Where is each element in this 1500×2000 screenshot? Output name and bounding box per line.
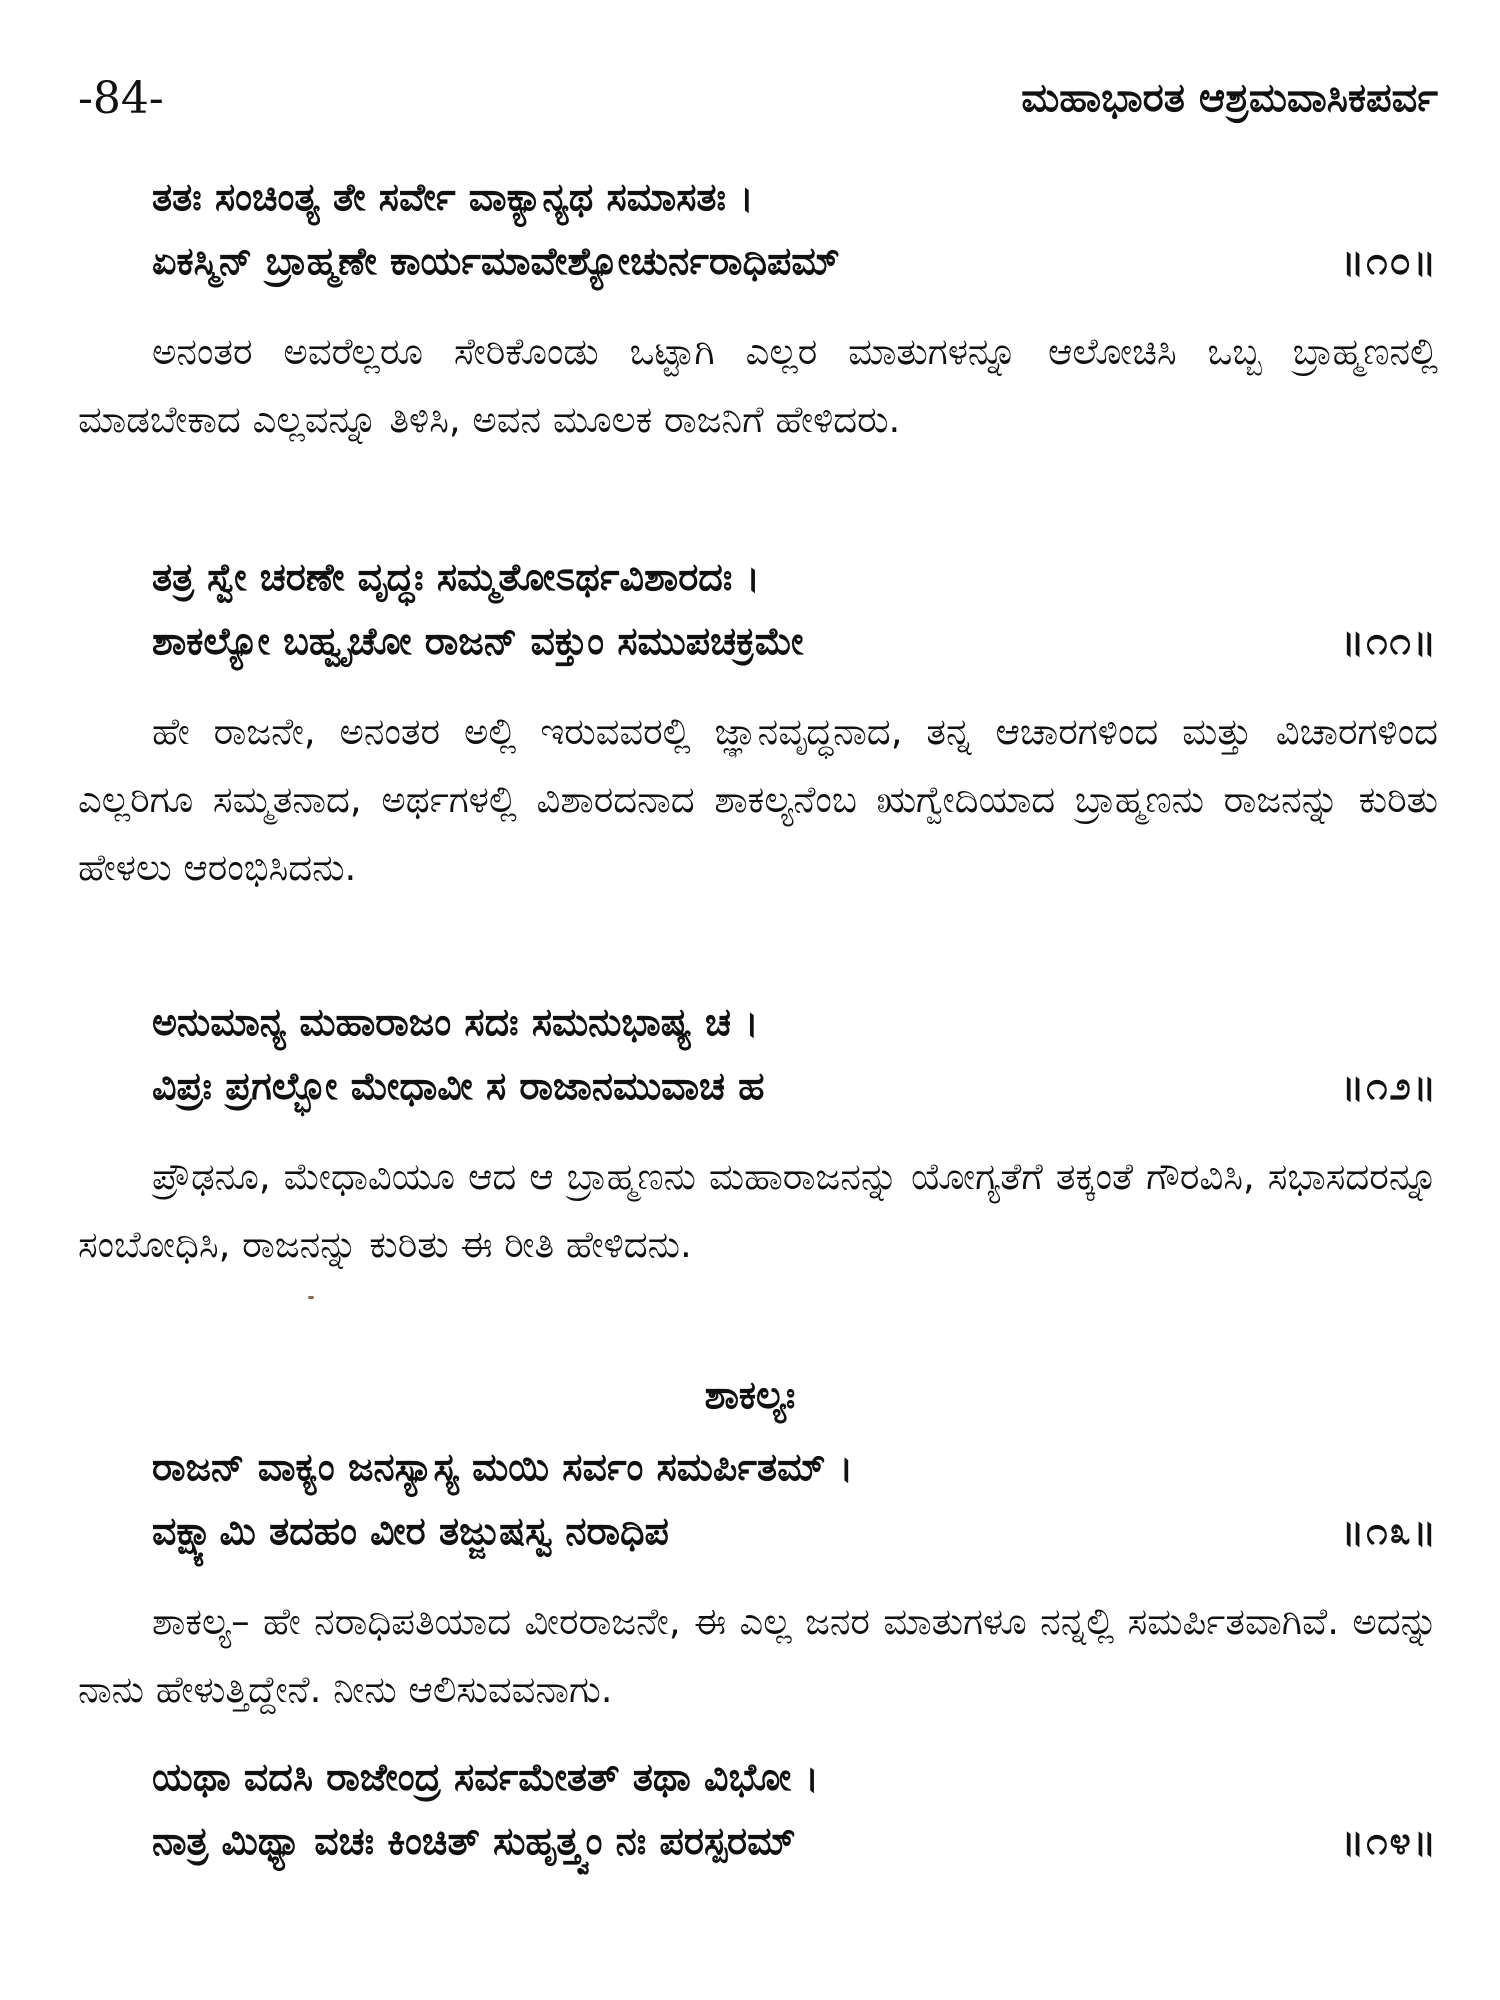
verse-line bbox=[152, 1499, 1438, 1563]
verse-text: ಏಕಸ್ಮಿನ್ ಬ್ರಾಹ್ಮಣೇ ಕಾರ್ಯಮಾವೇಶ್ಯೋಚುರ್ನರಾಧಿಪಮ್ bbox=[152, 239, 840, 283]
page-number: -84- bbox=[78, 72, 164, 124]
verse-number: ॥೧೩॥ bbox=[1341, 1509, 1438, 1553]
verse-line bbox=[152, 990, 1438, 1054]
verse-text: ವಕ್ಷ್ಯಾಮಿ ತದಹಂ ವೀರ ತಜ್ಜುಷಸ್ವ ನರಾಧಿಪ bbox=[152, 1509, 669, 1553]
ink-speck bbox=[308, 1296, 314, 1299]
verse-number: ॥೧೨॥ bbox=[1341, 1064, 1438, 1108]
translation-paragraph: ಪ್ರೌಢನೂ, ಮೇಧಾವಿಯೂ ಆದ ಆ ಬ್ರಾಹ್ಮಣನು ಮಹಾರಾಜನನ್ನು ಯೋಗ್ಯತೆಗೆ ತಕ್ಕಂತೆ ಗೌರವಿಸಿ, ಸಭಾಸದರನ್ನೂ ಸಂಬೋಧಿಸಿ, ರಾಜನನ್ನು ಕುರಿತು ಈ ರೀತಿ ಹೇಳಿದನು. bbox=[78, 1155, 1438, 1266]
verse-line bbox=[152, 609, 1438, 673]
verse-line bbox=[152, 1435, 1438, 1499]
speaker-heading: ಶಾಕಲ್ಯಃ bbox=[704, 1373, 796, 1417]
verse-text: ನಾತ್ರ ಮಿಥ್ಯಾ ವಚಃ ಕಿಂಚಿತ್ ಸುಹೃತ್ತ್ವಂ ನಃ ಪರಸ್ಪರಮ್ bbox=[152, 1819, 796, 1863]
verse-text: ರಾಜನ್ ವಾಕ್ಯಂ ಜನಸ್ಯಾಸ್ಯ ಮಯಿ ಸರ್ವಂ ಸಮರ್ಪಿತಮ್ । bbox=[152, 1445, 854, 1489]
verse-text: ವಿಪ್ರಃ ಪ್ರಗಲ್ಭೋ ಮೇಧಾವೀ ಸ ರಾಜಾನಮುವಾಚ ಹ bbox=[152, 1064, 765, 1108]
translation-paragraph: ಅನಂತರ ಅವರೆಲ್ಲರೂ ಸೇರಿಕೊಂಡು ಒಟ್ಟಾಗಿ ಎಲ್ಲರ ಮಾತುಗಳನ್ನೂ ಆಲೋಚಿಸಿ ಒಬ್ಬ ಬ್ರಾಹ್ಮಣನಲ್ಲಿ ಮಾಡಬೇಕಾದ ಎಲ್ಲವನ್ನೂ ತಿಳಿಸಿ, ಅವನ ಮೂಲಕ ರಾಜನಿಗೆ ಹೇಳಿದರು. bbox=[78, 330, 1438, 441]
verse-number: ॥೧೦॥ bbox=[1341, 239, 1438, 283]
verse-14 bbox=[152, 1745, 1438, 1873]
running-title: ಮಹಾಭಾರತ ಆಶ್ರಮವಾಸಿಕಪರ್ವ bbox=[1021, 75, 1438, 121]
verse-12 bbox=[152, 990, 1438, 1118]
translation-paragraph: ಶಾಕಲ್ಯ– ಹೇ ನರಾಧಿಪತಿಯಾದ ವೀರರಾಜನೇ, ಈ ಎಲ್ಲ ಜನರ ಮಾತುಗಳೂ ನನ್ನಲ್ಲಿ ಸಮರ್ಪಿತವಾಗಿವೆ. ಅದನ್ನು ನಾನು ಹೇಳುತ್ತಿದ್ದೇನೆ. ನೀನು ಆಲಿಸುವವನಾಗು. bbox=[78, 1600, 1438, 1711]
verse-text: ಅನುಮಾನ್ಯ ಮಹಾರಾಜಂ ಸದಃ ಸಮನುಭಾಷ್ಯ ಚ । bbox=[152, 1000, 759, 1044]
verse-line bbox=[152, 1054, 1438, 1118]
verse-line bbox=[152, 165, 1438, 229]
verse-text: ಯಥಾ ವದಸಿ ರಾಜೇಂದ್ರ ಸರ್ವಮೇತತ್ ತಥಾ ವಿಭೋ । bbox=[152, 1755, 819, 1799]
verse-number: ॥೧೧॥ bbox=[1341, 619, 1438, 663]
verse-number: ॥೧೪॥ bbox=[1341, 1819, 1438, 1863]
verse-line bbox=[152, 1745, 1438, 1809]
verse-text: ತತ್ರ ಸ್ವೇ ಚರಣೇ ವೃದ್ಧಃ ಸಮ್ಮತೋಽರ್ಥವಿಶಾರದಃ । bbox=[152, 555, 760, 599]
verse-line bbox=[152, 545, 1438, 609]
page-header bbox=[78, 68, 1438, 128]
verse-text: ಶಾಕಲ್ಯೋ ಬಹ್ವೃಚೋ ರಾಜನ್ ವಕ್ತುಂ ಸಮುಪಚಕ್ರಮೇ bbox=[152, 619, 804, 663]
verse-11 bbox=[152, 545, 1438, 673]
verse-13 bbox=[152, 1435, 1438, 1563]
verse-text: ತತಃ ಸಂಚಿಂತ್ಯ ತೇ ಸರ್ವೇ ವಾಕ್ಯಾನ್ಯಥ ಸಮಾಸತಃ । bbox=[152, 175, 754, 219]
verse-line bbox=[152, 1809, 1438, 1873]
verse-10 bbox=[152, 165, 1438, 293]
translation-paragraph: ಹೇ ರಾಜನೇ, ಅನಂತರ ಅಲ್ಲಿ ಇರುವವರಲ್ಲಿ ಜ್ಞಾನವೃದ್ಧನಾದ, ತನ್ನ ಆಚಾರಗಳಿಂದ ಮತ್ತು ವಿಚಾರಗಳಿಂದ ಎಲ್ಲರಿಗೂ ಸಮ್ಮತನಾದ, ಅರ್ಥಗಳಲ್ಲಿ ವಿಶಾರದನಾದ ಶಾಕಲ್ಯನೆಂಬ ಋಗ್ವೇದಿಯಾದ ಬ್ರಾಹ್ಮಣನು ರಾಜನನ್ನು ಕುರಿತು ಹೇಳಲು ಆರಂಭಿಸಿದನು. bbox=[78, 710, 1438, 889]
verse-line bbox=[152, 229, 1438, 293]
